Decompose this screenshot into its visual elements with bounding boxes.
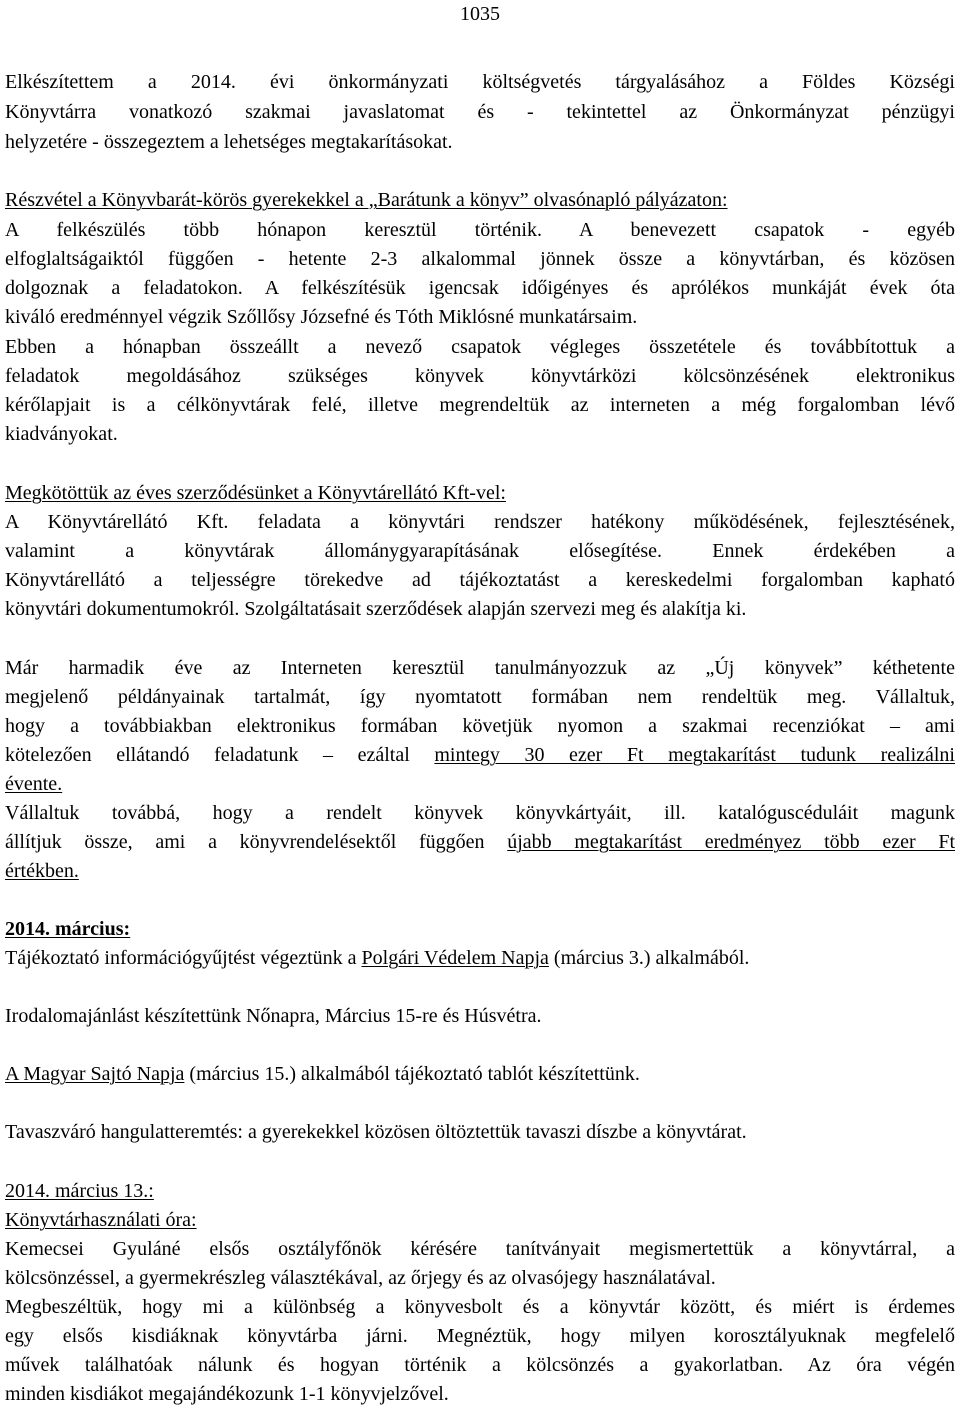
text-line xyxy=(5,1208,955,1232)
underlined-text: Polgári Védelem Napja xyxy=(361,947,549,969)
underlined-text: Részvétel a Könyvbarát-körös gyerekekkel a „Barátunk a könyv” olvasónapló pályázaton: xyxy=(5,189,728,211)
underlined-text: A Magyar Sajtó Napja xyxy=(5,1063,185,1085)
text-segment: állítjuk össze, ami a könyvrendelésektől függően xyxy=(5,831,508,853)
text-line xyxy=(5,743,955,767)
underlined-text: Megkötöttük az éves szerződésünket a Könyvtárellátó Kft-vel: xyxy=(5,482,506,504)
text-line xyxy=(5,130,955,154)
text-segment: Tájékoztató információgyűjtést végeztünk a xyxy=(5,947,362,969)
text-segment: (március 15.) alkalmából tájékoztató tablót készítettünk. xyxy=(184,1063,640,1085)
text-line xyxy=(5,830,955,854)
text-segment: A Könyvtárellátó Kft. feladata a könyvtári rendszer hatékony működésének, fejlesztésének, xyxy=(5,511,955,533)
text-line xyxy=(5,481,955,505)
text-line xyxy=(5,946,955,970)
text-line xyxy=(5,1237,955,1261)
text-segment: kiváló eredménnyel végzik Szőllősy Józsefné és Tóth Miklósné munkatársaim. xyxy=(5,306,638,328)
text-line xyxy=(5,1324,955,1348)
text-line xyxy=(5,597,955,621)
text-segment: kötelezően ellátandó feladatunk – ezáltal xyxy=(5,744,435,766)
text-line xyxy=(5,801,955,825)
text-segment: hogy a továbbiakban elektronikus formában követjük nyomon a szakmai recenziókat – ami xyxy=(5,715,955,737)
underlined-text: mintegy 30 ezer Ft megtakarítást tudunk realizálni xyxy=(434,744,955,766)
text-line xyxy=(5,70,955,94)
text-line xyxy=(5,859,955,883)
underlined-text: 2014. március 13.: xyxy=(5,1180,154,1202)
text-segment: helyzetére - összegeztem a lehetséges megtakarításokat. xyxy=(5,131,453,153)
text-line xyxy=(5,364,955,388)
text-line xyxy=(5,714,955,738)
underlined-text: Könyvtárhasználati óra: xyxy=(5,1209,197,1231)
text-line xyxy=(5,539,955,563)
text-line xyxy=(5,1062,955,1086)
underlined-text: értékben. xyxy=(5,860,79,882)
text-segment: elfoglaltságaiktól függően - hetente 2-3 alkalommal jönnek össze a könyvtárban, és közösen xyxy=(5,248,955,270)
text-line xyxy=(5,1266,955,1290)
text-segment: kérőlapjait is a célkönyvtárak felé, illetve megrendeltük az interneten a még forgalomban lévő xyxy=(5,394,955,416)
text-segment: Irodalomajánlást készítettünk Nőnapra, Március 15-re és Húsvétra. xyxy=(5,1005,542,1027)
underlined-text: évente. xyxy=(5,773,63,795)
text-line xyxy=(5,276,955,300)
text-line xyxy=(5,305,955,329)
text-line xyxy=(5,772,955,796)
text-segment: Vállaltuk továbbá, hogy a rendelt könyvek könyvkártyáit, ill. katalóguscéduláit magunk xyxy=(5,802,955,824)
text-segment: megjelenő példányainak tartalmát, így nyomtatott formában nem rendeltük meg. Vállaltuk, xyxy=(5,686,955,708)
text-line xyxy=(5,1382,955,1406)
page-number: 1035 xyxy=(460,3,500,25)
text-segment: feladatok megoldásához szükséges könyvek könyvtárközi kölcsönzésének elektronikus xyxy=(5,365,955,387)
text-segment: minden kisdiákot megajándékozunk 1-1 könyvjelzővel. xyxy=(5,1383,449,1405)
text-line xyxy=(5,1353,955,1377)
text-line xyxy=(5,568,955,592)
underlined-text: újabb megtakarítást eredményez több ezer Ft xyxy=(507,831,955,853)
text-line xyxy=(5,1179,955,1203)
text-segment: Elkészítettem a 2014. évi önkormányzati költségvetés tárgyalásához a Földes Községi xyxy=(5,71,955,93)
text-segment: kölcsönzéssel, a gyermekrészleg választékával, az őrjegy és az olvasójegy használatával. xyxy=(5,1267,716,1289)
text-line xyxy=(5,422,955,446)
text-line xyxy=(5,656,955,680)
text-segment: (március 3.) alkalmából. xyxy=(548,947,750,969)
text-line xyxy=(5,510,955,534)
text-segment: Kemecsei Gyuláné elsős osztályfőnök kérésére tanítványait megismertettük a könyvtárral, a xyxy=(5,1238,955,1260)
text-line xyxy=(5,393,955,417)
text-line xyxy=(5,335,955,359)
text-segment: egy elsős kisdiáknak könyvtárba járni. Megnéztük, hogy milyen korosztályuknak megfelelő xyxy=(5,1325,955,1347)
text-segment: valamint a könyvtárak állománygyarapításának elősegítése. Ennek érdekében a xyxy=(5,540,955,562)
text-line xyxy=(5,188,955,212)
text-line xyxy=(5,1004,955,1028)
text-line xyxy=(5,100,955,124)
text-line xyxy=(5,685,955,709)
text-line xyxy=(5,1295,955,1319)
text-segment: könyvtári dokumentumokról. Szolgáltatásait szerződések alapján szervezi meg és alakítja ki. xyxy=(5,598,747,620)
text-line xyxy=(5,218,955,242)
text-line xyxy=(5,247,955,271)
text-segment: dolgoznak a feladatokon. A felkészítésük igencsak időigényes és aprólékos munkáját évek óta xyxy=(5,277,955,299)
text-segment: Könyvtárellátó a teljességre törekedve ad tájékoztatást a kereskedelmi forgalomban kapható xyxy=(5,569,955,591)
text-segment: Már harmadik éve az Interneten keresztül tanulmányozzuk az „Új könyvek” kéthetente xyxy=(5,657,955,679)
text-segment: Ebben a hónapban összeállt a nevező csapatok végleges összetétele és továbbítottuk a xyxy=(5,336,955,358)
text-line xyxy=(5,917,955,941)
text-segment: Tavaszváró hangulatteremtés: a gyerekekkel közösen öltöztettük tavaszi díszbe a könyvtárat. xyxy=(5,1121,747,1143)
text-line xyxy=(5,1120,955,1144)
underlined-text: 2014. március: xyxy=(5,918,131,940)
text-segment: kiadványokat. xyxy=(5,423,118,445)
text-segment: Megbeszéltük, hogy mi a különbség a könyvesbolt és a könyvtár között, és miért is érdemes xyxy=(5,1296,955,1318)
text-segment: Könyvtárra vonatkozó szakmai javaslatomat és - tekintettel az Önkormányzat pénzügyi xyxy=(5,101,955,123)
text-segment: művek találhatóak nálunk és hogyan történik a kölcsönzés a gyakorlatban. Az óra végén xyxy=(5,1354,955,1376)
text-segment: A felkészülés több hónapon keresztül történik. A benevezett csapatok - egyéb xyxy=(5,219,955,241)
